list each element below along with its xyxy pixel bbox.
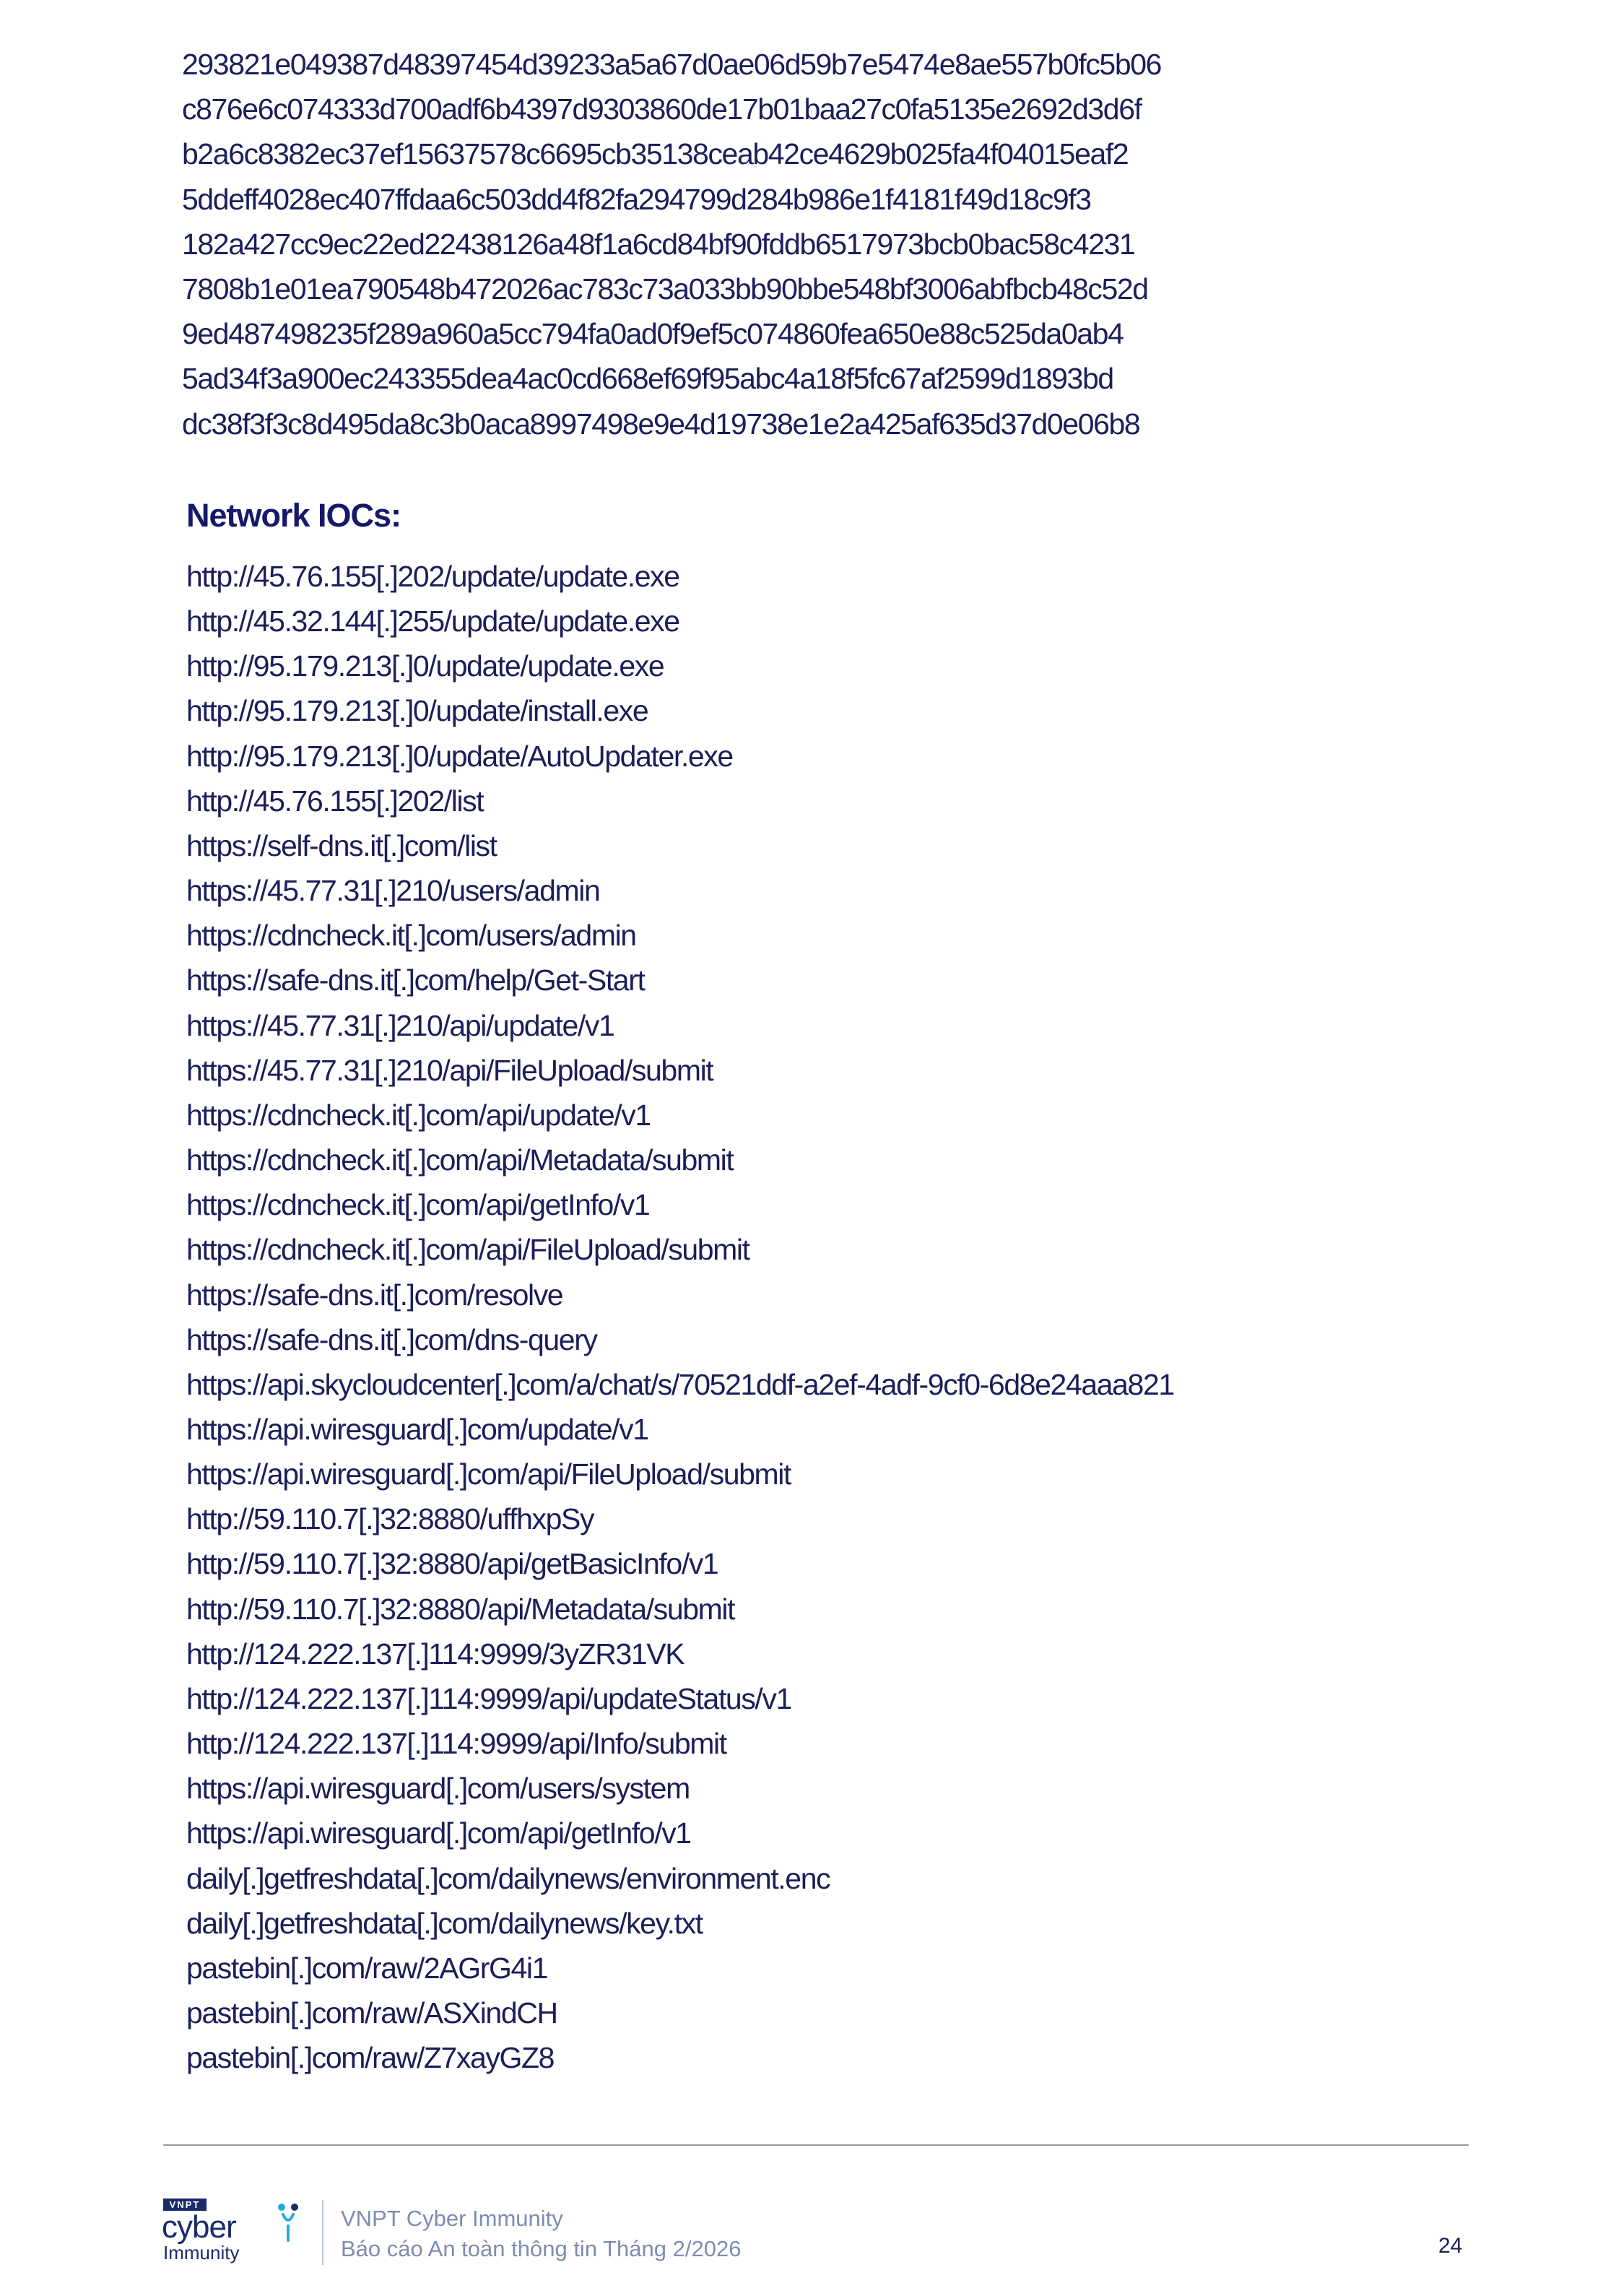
hash-line: dc38f3f3c8d495da8c3b0aca8997498e9e4d19738e1e2a425af635d37d0e06b8 <box>182 407 1140 441</box>
network-iocs-heading: Network IOCs: <box>186 497 401 534</box>
hash-line: 9ed487498235f289a960a5cc794fa0ad0f9ef5c074860fea650e88c525da0ab4 <box>182 317 1124 351</box>
network-ioc-list <box>186 554 1174 2080</box>
network-ioc-item: https://cdncheck.it[.]com/api/update/v1 <box>186 1098 651 1132</box>
network-ioc-item: http://95.179.213[.]0/update/install.exe <box>186 694 648 728</box>
network-ioc-item: http://59.110.7[.]32:8880/uffhxpSy <box>186 1502 594 1536</box>
network-ioc-item: https://safe-dns.it[.]com/resolve <box>186 1278 563 1312</box>
logo-immunity-text: Immunity <box>163 2242 240 2263</box>
network-ioc-item: pastebin[.]com/raw/2AGrG4i1 <box>186 1951 547 1985</box>
network-ioc-item: https://cdncheck.it[.]com/users/admin <box>186 919 636 953</box>
hash-line: 7808b1e01ea790548b472026ac783c73a033bb90bbe548bf3006abfbcb48c52d <box>182 272 1148 306</box>
footer-divider-line <box>163 2144 1469 2146</box>
network-ioc-item: pastebin[.]com/raw/ASXindCH <box>186 1996 557 2029</box>
footer-text <box>341 2204 741 2264</box>
network-ioc-item: http://124.222.137[.]114:9999/api/Info/submit <box>186 1727 726 1761</box>
network-ioc-item: https://45.77.31[.]210/users/admin <box>186 874 600 908</box>
network-ioc-item: https://api.wiresguard[.]com/users/system <box>186 1772 690 1806</box>
hash-line: 182a427cc9ec22ed22438126a48f1a6cd84bf90fddb6517973bcb0bac58c4231 <box>182 227 1135 261</box>
network-ioc-item: https://safe-dns.it[.]com/help/Get-Start <box>186 963 645 997</box>
network-ioc-item: http://59.110.7[.]32:8880/api/Metadata/submit <box>186 1592 735 1626</box>
footer-org-name: VNPT Cyber Immunity <box>341 2206 563 2231</box>
network-ioc-item: http://95.179.213[.]0/update/AutoUpdater.exe <box>186 739 733 773</box>
network-ioc-item: http://45.76.155[.]202/list <box>186 784 484 818</box>
network-ioc-item: https://api.wiresguard[.]com/api/FileUpload/submit <box>186 1457 791 1491</box>
network-ioc-item: https://self-dns.it[.]com/list <box>186 828 497 862</box>
hash-line: 5ad34f3a900ec243355dea4ac0cd668ef69f95abc4a18f5fc67af2599d1893bd <box>182 362 1113 396</box>
hash-line: 293821e049387d48397454d39233a5a67d0ae06d59b7e5474e8ae557b0fc5b06 <box>182 48 1162 81</box>
network-ioc-item: https://cdncheck.it[.]com/api/getInfo/v1 <box>186 1188 650 1222</box>
network-ioc-item: https://api.wiresguard[.]com/api/getInfo/v1 <box>186 1816 691 1850</box>
logo-mark-icon <box>283 2214 293 2240</box>
network-ioc-item: daily[.]getfreshdata[.]com/dailynews/key.txt <box>186 1906 703 1940</box>
network-ioc-item: https://cdncheck.it[.]com/api/FileUpload/submit <box>186 1233 749 1267</box>
network-ioc-item: https://45.77.31[.]210/api/update/v1 <box>186 1008 614 1042</box>
network-ioc-item: http://124.222.137[.]114:9999/api/updateStatus/v1 <box>186 1681 791 1715</box>
network-ioc-item: http://45.76.155[.]202/update/update.exe <box>186 560 679 593</box>
page-number: 24 <box>1438 2234 1463 2258</box>
network-ioc-item: https://api.wiresguard[.]com/update/v1 <box>186 1412 648 1446</box>
vnpt-cyber-immunity-logo <box>162 2197 306 2263</box>
network-ioc-item: http://59.110.7[.]32:8880/api/getBasicInfo/v1 <box>186 1547 718 1581</box>
hash-line: c876e6c074333d700adf6b4397d9303860de17b01baa27c0fa5135e2692d3d6f <box>182 92 1142 126</box>
network-ioc-item: https://api.skycloudcenter[.]com/a/chat/s/70521ddf-a2ef-4adf-9cf0-6d8e24aaa821 <box>186 1367 1174 1401</box>
network-ioc-item: https://safe-dns.it[.]com/dns-query <box>186 1322 597 1356</box>
hash-list <box>182 42 1161 446</box>
footer-vertical-divider <box>322 2200 323 2265</box>
network-ioc-item: pastebin[.]com/raw/Z7xayGZ8 <box>186 2041 555 2075</box>
network-ioc-item: https://cdncheck.it[.]com/api/Metadata/submit <box>186 1143 734 1177</box>
logo-vnpt-text: VNPT <box>169 2199 201 2210</box>
hash-line: 5ddeff4028ec407ffdaa6c503dd4f82fa294799d284b986e1f4181f49d18c9f3 <box>182 182 1091 216</box>
network-ioc-item: http://124.222.137[.]114:9999/3yZR31VK <box>186 1637 685 1671</box>
footer-report-title: Báo cáo An toàn thông tin Tháng 2/2026 <box>341 2236 742 2261</box>
hash-line: b2a6c8382ec37ef15637578c6695cb35138ceab42ce4629b025fa4f04015eaf2 <box>182 137 1129 171</box>
logo-cyber-text: cyber <box>162 2209 236 2245</box>
network-ioc-item: daily[.]getfreshdata[.]com/dailynews/environment.enc <box>186 1861 830 1895</box>
network-ioc-item: https://45.77.31[.]210/api/FileUpload/submit <box>186 1053 713 1087</box>
network-ioc-item: http://95.179.213[.]0/update/update.exe <box>186 649 664 683</box>
network-ioc-item: http://45.32.144[.]255/update/update.exe <box>186 605 679 638</box>
